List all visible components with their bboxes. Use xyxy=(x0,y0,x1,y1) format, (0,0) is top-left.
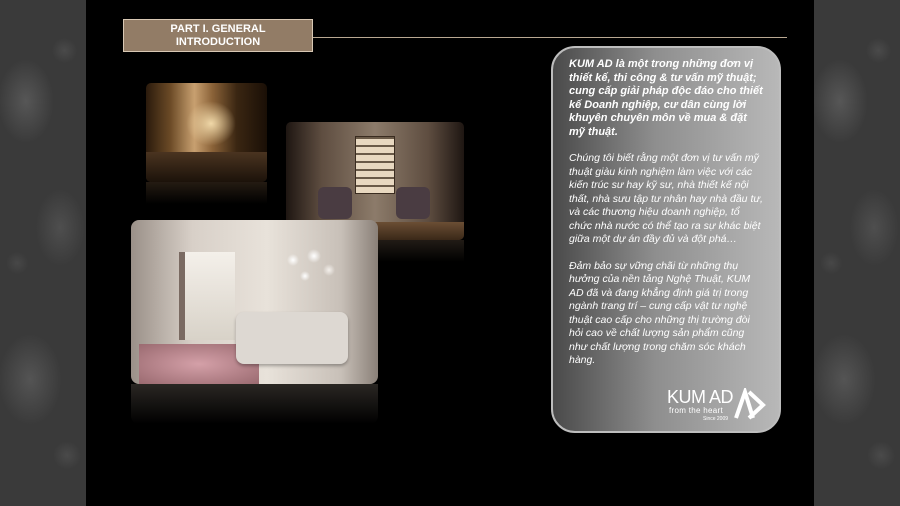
photo-living-room xyxy=(131,220,378,384)
photo-living-room-reflection xyxy=(131,384,378,424)
intro-text-panel xyxy=(551,46,781,433)
intro-heading-text: KUM AD là một trong những đơn vị thiết kế, thi công & tư vấn mỹ thuật; cung cấp giải pháp độc đáo cho thiết kế Doanh nghiệp, cư dân cùng lời khuyên chuyên môn về mua & đặt mỹ thuật. xyxy=(569,58,763,138)
logo-tagline: from the heart xyxy=(669,406,724,415)
kumad-logo xyxy=(667,384,767,426)
photo-lobby xyxy=(146,83,267,182)
damask-border-right xyxy=(814,0,900,506)
intro-paragraph-2: Đảm bảo sự vững chãi từ những thụ hưởng của nền tảng Nghệ Thuật, KUM AD đã và đang khẳng định giá trị trong ngành trang trí – cung cấp vật tư nghệ thuật cao cấp cho những thị trường đòi hỏi cao về chất lượng sản phẩm cũng như chất lượng trong chăm sóc khách hàng. xyxy=(569,259,751,366)
logo-wordmark: KUM AD xyxy=(667,387,734,407)
photo-lobby-reflection xyxy=(146,182,267,204)
section-title-tag xyxy=(123,19,313,52)
logo-mark-icon xyxy=(733,388,767,422)
section-title-line2: INTRODUCTION xyxy=(175,36,261,48)
logo-since: Since 2009 xyxy=(703,416,729,422)
damask-border-left xyxy=(0,0,86,506)
intro-paragraph-1: Chúng tôi biết rằng một đơn vị tư vấn mỹ thuật giàu kinh nghiệm làm việc với các kiến trúc sư hay kỹ sư, nhà thiết kế nội thất, nhà sưu tập tư nhân hay nhà đầu tư, và các thương hiệu doanh nghiệp, tổ chức nhà nước có thể tạo ra sự khác biệt giữa một dự án đầy đủ và đột phá… xyxy=(569,152,763,245)
header-divider xyxy=(313,37,787,38)
section-title-line1: PART I. GENERAL xyxy=(170,23,266,35)
